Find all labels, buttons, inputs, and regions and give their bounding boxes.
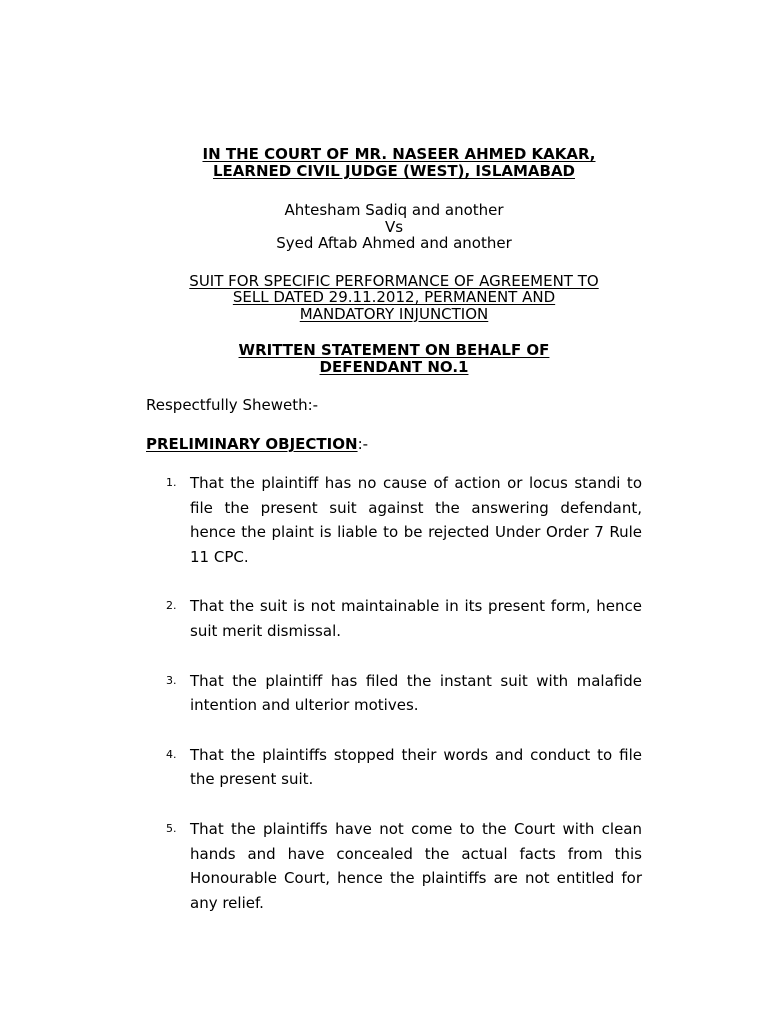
list-item-number: 4. — [166, 747, 177, 761]
list-item — [146, 817, 642, 915]
preliminary-heading-label: PRELIMINARY OBJECTION — [146, 435, 358, 453]
list-item-text: That the plaintiff has filed the instant suit with malafide intention and ulterior motives. — [190, 671, 642, 715]
defendants-name: Syed Aftab Ahmed and another — [276, 234, 512, 252]
list-item-number: 3. — [166, 673, 177, 687]
case-parties — [146, 202, 642, 252]
list-item-number: 2. — [166, 599, 177, 613]
list-item-number: 1. — [166, 476, 177, 489]
list-item-text: That the plaintiffs stopped their words and conduct to file the present suit. — [190, 745, 642, 789]
list-item-text: That the plaintiffs have not come to the Court with clean hands and have concealed the actual facts from this Honourable Court, hence the plaintiffs are not entitled for any relief. — [190, 819, 642, 912]
statement-title-line-1: WRITTEN STATEMENT ON BEHALF OF — [238, 341, 550, 359]
suit-title-line-3: MANDATORY INJUNCTION — [299, 304, 489, 323]
objections-list — [146, 471, 642, 915]
list-item — [146, 594, 642, 643]
suit-title-line-2: SELL DATED 29.11.2012, PERMANENT AND — [232, 288, 556, 306]
document-body — [146, 146, 642, 940]
court-heading — [146, 146, 642, 180]
list-item — [146, 669, 642, 718]
suit-title-line-1: SUIT FOR SPECIFIC PERFORMANCE OF AGREEMENT TO — [189, 271, 599, 290]
list-item-number: 5. — [166, 821, 177, 835]
court-heading-line-2: LEARNED CIVIL JUDGE (WEST), ISLAMABAD — [212, 162, 576, 180]
list-item-text: That the suit is not maintainable in its present form, hence suit merit dismissal. — [190, 597, 642, 640]
plaintiffs-name: Ahtesham Sadiq and another — [284, 201, 504, 219]
suit-title — [146, 273, 642, 323]
list-item — [146, 743, 642, 792]
list-item-text: That the plaintiff has no cause of action or locus standi to file the present suit against the answering defendant, hence the plaint is liable to be rejected Under Order 7 Rule 11 CPC. — [190, 474, 642, 566]
statement-title — [146, 342, 642, 375]
statement-title-line-2: DEFENDANT NO.1 — [319, 357, 469, 376]
versus-label: Vs — [384, 217, 404, 236]
court-heading-line-1: IN THE COURT OF MR. NASEER AHMED KAKAR, — [202, 145, 596, 163]
list-item — [146, 471, 642, 569]
preliminary-heading — [146, 436, 642, 453]
salutation: Respectfully Sheweth:- — [146, 396, 319, 414]
preliminary-heading-suffix: :- — [357, 435, 369, 453]
